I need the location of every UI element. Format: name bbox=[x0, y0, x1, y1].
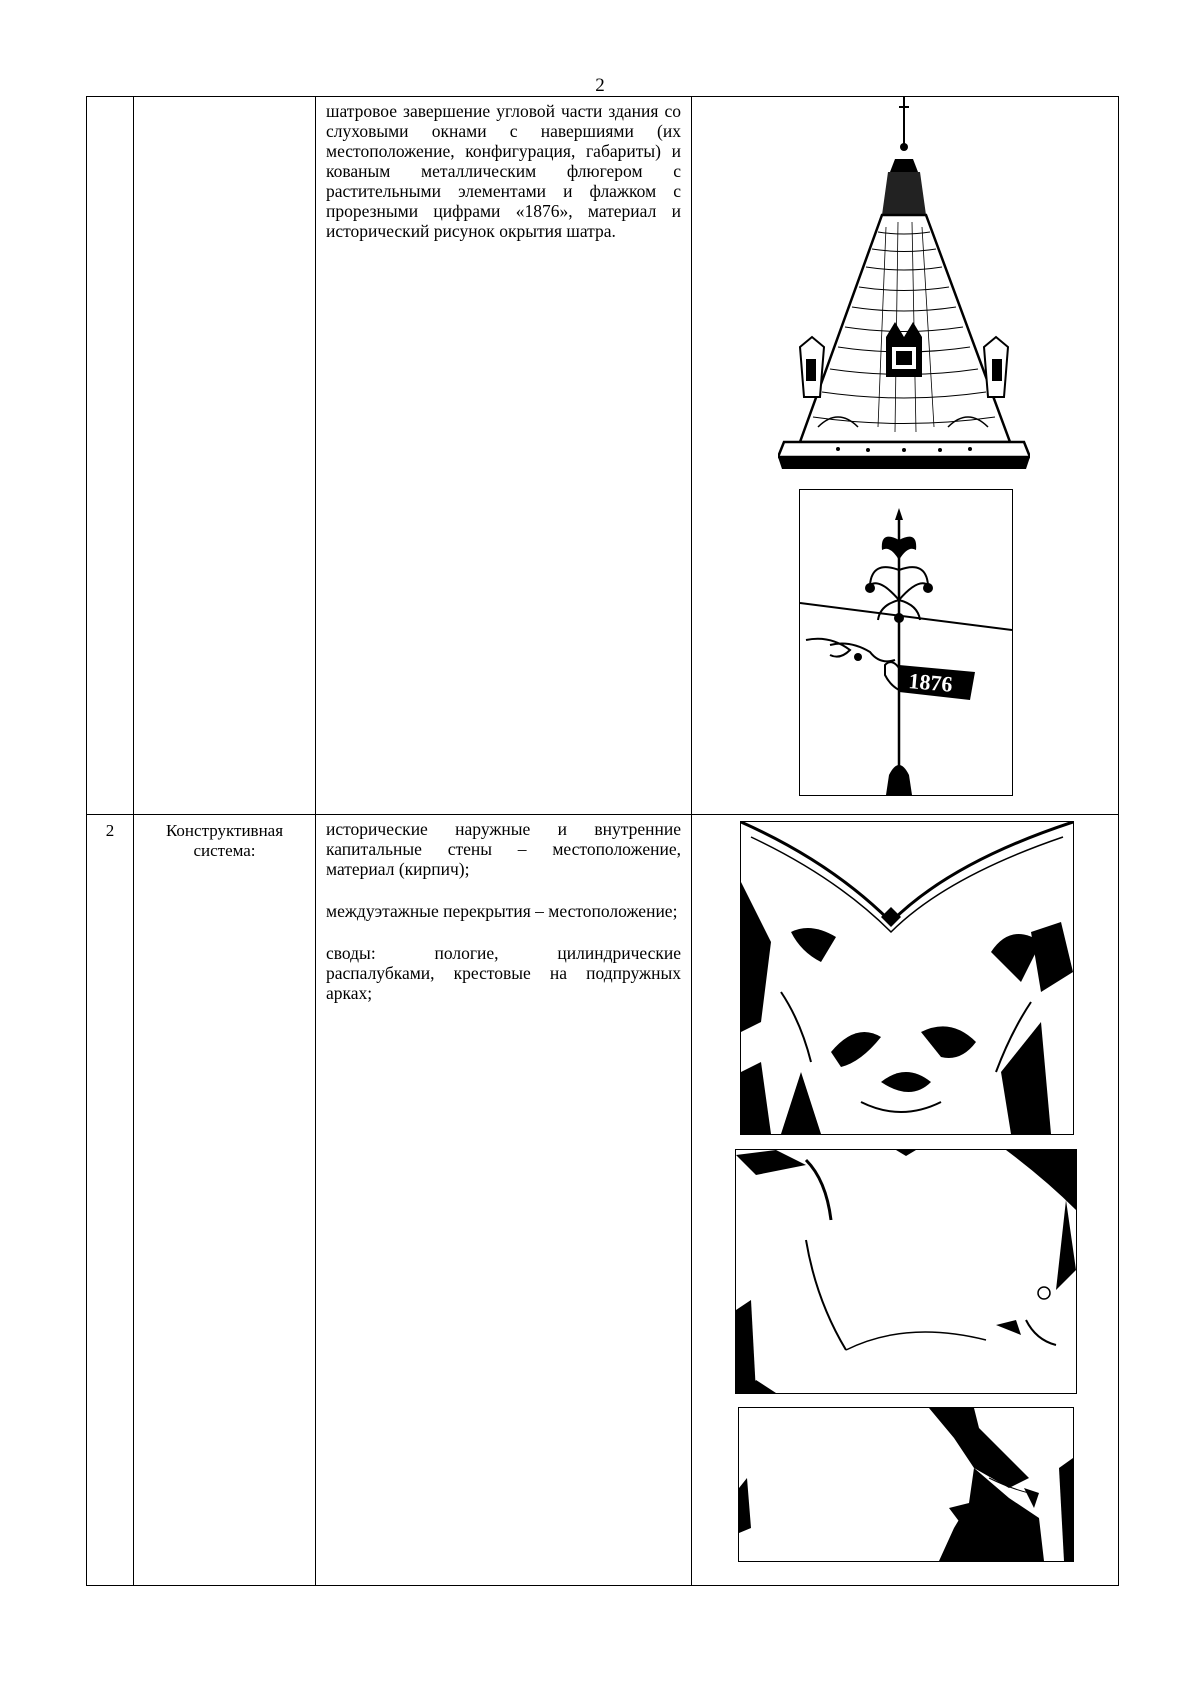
description-paragraph: шатровое завершение угловой части здания со слуховыми окнами с навершиями (их местоположение, конфигурация, габариты) и кованым металлическим флюгером с растительными элементами и флажком с прорезными цифрами «1876», материал и исторический рисунок окрытия шатра. bbox=[326, 101, 681, 241]
row-number-cell: 2 bbox=[87, 815, 134, 1586]
description-paragraph: междуэтажные перекрытия – местоположение; bbox=[326, 901, 678, 921]
description-paragraph: исторические наружные и внутренние капитальные стены – местоположение, материал (кирпич); bbox=[326, 819, 681, 879]
row-image-cell bbox=[692, 815, 1119, 1586]
row-description-cell bbox=[316, 815, 692, 1586]
row-number-cell bbox=[87, 97, 134, 815]
row-name-cell: Конструктивная система: bbox=[134, 815, 316, 1586]
weathervane-photo bbox=[799, 489, 1013, 796]
vault-photo-3 bbox=[738, 1407, 1074, 1562]
spire-photo bbox=[778, 97, 1030, 482]
vault-photo-2 bbox=[735, 1149, 1077, 1394]
table-row bbox=[87, 815, 1119, 1586]
row-description-cell bbox=[316, 97, 692, 815]
row-image-cell bbox=[692, 97, 1119, 815]
protected-features-table bbox=[86, 96, 1119, 1586]
row-name-cell bbox=[134, 97, 316, 815]
page-number: 2 bbox=[595, 75, 605, 96]
vault-photo-1 bbox=[740, 821, 1074, 1135]
description-paragraph: своды: пологие, цилиндрические распалубками, крестовые на подпружных арках; bbox=[326, 943, 681, 1003]
table-row bbox=[87, 97, 1119, 815]
weathervane-digits: 1876 bbox=[907, 668, 954, 697]
